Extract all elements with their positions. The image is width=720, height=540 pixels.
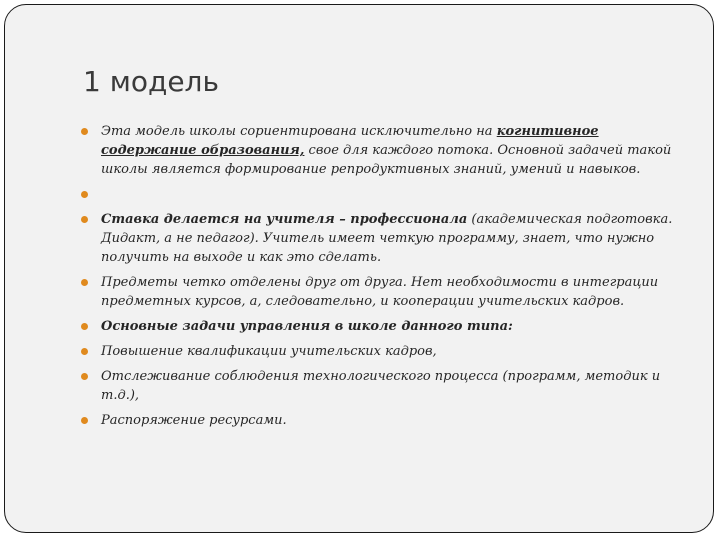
bullet-item — [81, 367, 681, 405]
bullet-dot-icon — [81, 216, 88, 223]
bullet-dot-icon — [81, 417, 88, 424]
bullet-dot-icon — [81, 128, 88, 135]
bullet-item-empty — [81, 185, 681, 204]
bullet-item — [81, 317, 681, 336]
bullet-dot-icon — [81, 191, 88, 198]
bullet-text: Отслеживание соблюдения технологического процесса (программ, методик и т.д.), — [101, 369, 661, 403]
bullet-item — [81, 210, 681, 267]
bullet-item — [81, 342, 681, 361]
bullet-dot-icon — [81, 279, 88, 286]
slide — [4, 4, 714, 533]
bullet-dot-icon — [81, 323, 88, 330]
bullet-text: Повышение квалификации учительских кадров, — [101, 344, 437, 359]
bullet-item — [81, 122, 681, 179]
bullet-dot-icon — [81, 348, 88, 355]
bullet-text: (академическая подготовка. Дидакт, а не педагог). Учитель имеет четкую программу, знает, что нужно получить на выходе и как это сделать. — [101, 212, 673, 265]
bullet-text: Распоряжение ресурсами. — [101, 413, 287, 428]
bullet-list — [81, 122, 681, 436]
bullet-text-emphasis: Ставка делается на учителя – профессионала — [101, 212, 468, 227]
bullet-text: Эта модель школы сориентирована исключительно на — [101, 124, 497, 139]
bullet-text-emphasis: когнитивное содержание образования, — [101, 124, 599, 158]
bullet-item — [81, 273, 681, 311]
bullet-text-emphasis: Основные задачи управления в школе данного типа: — [101, 319, 513, 334]
bullet-text: свое для каждого потока. Основной задачей такой школы является формирование репродуктивных знаний, умений и навыков. — [101, 143, 672, 177]
bullet-item — [81, 411, 681, 430]
slide-title: 1 модель — [83, 65, 219, 98]
bullet-text: Предметы четко отделены друг от друга. Нет необходимости в интеграции предметных курсов, а, следовательно, и кооперации учительских кадров. — [101, 275, 659, 309]
bullet-dot-icon — [81, 373, 88, 380]
